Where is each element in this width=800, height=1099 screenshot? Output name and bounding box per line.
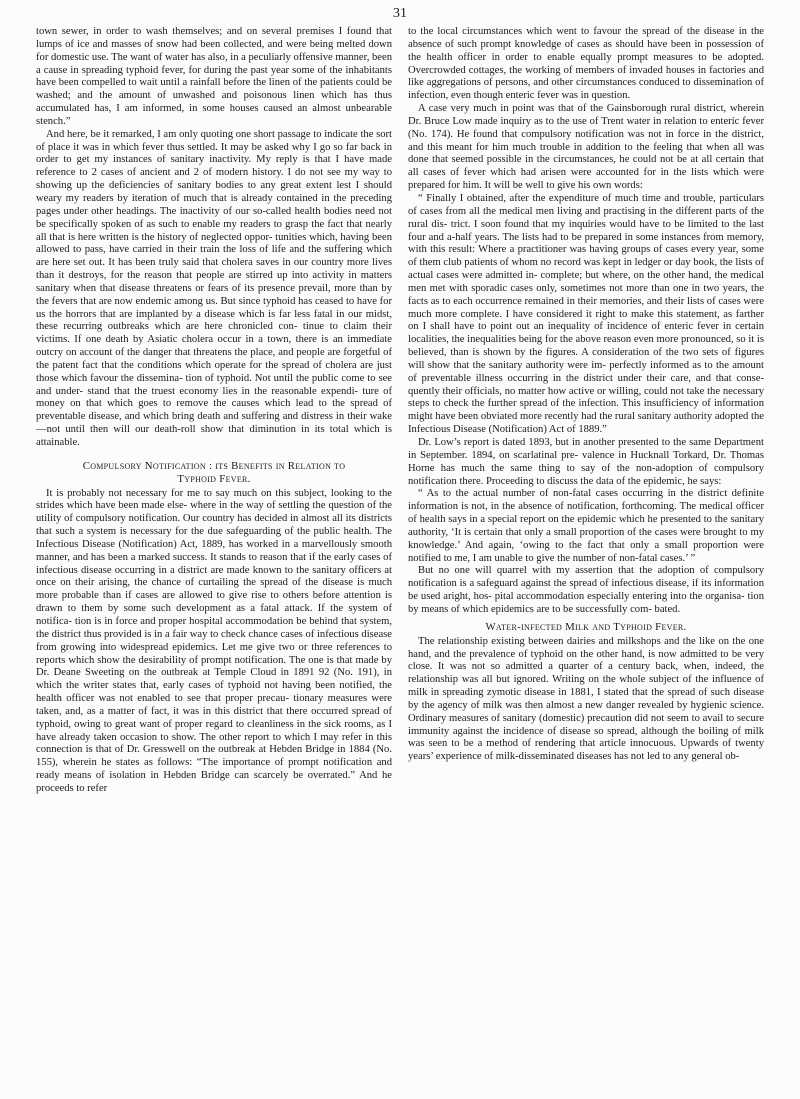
quote-paragraph: “ Finally I obtained, after the expenditure of much time and trouble, particulars of cases from all the medical men living and practising in the different parts of the rural dis- trict. I soon found that my inquiries would have to be limited to the last four and a-half years. The lists had to be prepared in some instances from memory, with this result: Where a practitioner was having groups of cases every year, some of them club patients of whom no record was kept in ledger or day book, the lists of actual cases were admitted in- complete; but where, on the other hand, the medical men met with sporadic cases only, sometimes not more than one in two years, the facts as to each occurrence remained in their memories, and their lists of cases were much more complete. I have considered it right to make this statement, as farther on I shall have to point out an inequality of incidence of enteric fever in certain localities, the inequalities being for the above reason even more pronounced, so it is believed, than is shown by the figures. A consideration of the two sets of figures will show that the sanitary authority were im- perfectly informed as to the amount of preventable illness occurring in the district under their care, and that conse- quently their officials, no matter how active or willing, could not take the necessary steps to check the further spread of the infection. This insufficiency of information might have been obviated more recently had the rural sanitary authority adopted the Infectious Disease (Notification) Act of 1889.” bbox=[408, 192, 764, 436]
right-column bbox=[408, 26, 764, 1088]
paragraph: Dr. Low’s report is dated 1893, but in another presented to the same Department in September. 1894, on scarlatinal pre- valence in Hucknall Torkard, Dr. Thomas Horne has much the same thing to say of the non-adoption of compulsory notification there. Proceeding to discuss the data of the epidemic, he says: bbox=[408, 437, 764, 487]
paragraph: town sewer, in order to wash themselves; and on several premises I found that lumps of ice and masses of snow had been collected, and were being melted down for domestic use. The want of water has also, in a peculiarly offensive manner, been a cause in spreading typhoid fever, for during the past year some of the inhabitants have been compelled to wait until a rainfall before the linen of the patients could be washed; and the amount of unwashed and poisonous linen which has thus accumulated has, I am informed, in some houses caused an almost unbearable stench.” bbox=[36, 26, 392, 127]
left-column bbox=[36, 26, 392, 1088]
paragraph: A case very much in point was that of the Gainsborough rural district, wherein Dr. Bruce Low made inquiry as to the use of Trent water in relation to enteric fever (No. 174). He found that compulsory notification was not in force in the district, and this meant for him much trouble in addition to the feeling that when all was done that seemed possible in the circumstances, he could not be at all certain that all cases of fever which had arisen were accounted for in the lists which were prepared for him. It will be well to give his own words: bbox=[408, 103, 764, 192]
paragraph: And here, be it remarked, I am only quoting one short passage to indicate the sort of place it was in which fever thus settled. It may be asked why I go so far back in order to get my instances of sanitary inactivity. My reply is that I have made reference to 2 cases of ancient and 2 of modern history. I do not see my way to showing up the deficiencies of sanitary bodies to any great extent lest I should weary my readers by iteration of much that is already contained in the preceding pages under other headings. The inactivity of our so-called health bodies need not be specifically spoken of as such to enable my readers to grasp the fact that nearly all that is here written is the history of neglected oppor- tunities which, having been allowed to pass, have carried in their train the loss of life and the suffering which are here set out. It has been truly said that cholera saves in our country more lives than it destroys, for the reason that people are stirred up into activity in matters sanitary when that disease threatens or fears of its presence prevail, more than by the fevers that are now endemic among us. But since typhoid has ceased to have for us the horrors that are implanted by a disease which is far less fatal in our midst, these recurring outbreaks which are here chronicled con- tinue to claim their victims. If one death by Asiatic cholera occur in a town, there is an immediate outcry on account of the danger that threatens the place, and people are forgetful of the patent fact that the conditions which operate for the spread of cholera are just those which favour the dissemina- tion of typhoid. Not until the public come to see and under- stand that the truest economy lies in the reasonable expendi- ture of money on that which goes to remove the causes which lead to the spread of preventable disease, and which bring death and suffering and distress in their wake—not until then will our death-roll show that diminution in its total which is attainable. bbox=[36, 128, 392, 448]
section-heading-line: Typhoid Fever. bbox=[177, 472, 251, 485]
paragraph: The relationship existing between dairies and milkshops and the like on the one hand, and the prevalence of typhoid on the other hand, is now admitted to be very close. It was not so admitted a quarter of a century back, when, indeed, the relationship was all but ignored. Writing on the whole subject of the influence of milk in spreading zymotic disease in 1881, I stated that the spread of such disease by the agency of milk was then almost a new danger revealed by hygienic science. Ordinary measures of sanitary (domestic) precaution did not seem to avail to secure immunity against the incidence of disease so spread, although the boiling of milk was seen to be a method of rendering that article innocuous. Upwards of twenty years’ experience of milk-disseminated diseases has not led to any general ob- bbox=[408, 635, 764, 763]
page-number: 31 bbox=[393, 6, 407, 21]
text-columns bbox=[36, 26, 764, 1088]
section-heading: Water-infected Milk and Typhoid Fever. bbox=[485, 620, 687, 633]
paragraph: It is probably not necessary for me to say much on this subject, looking to the strides which have been made else- where in the way of settling the question of the utility of compulsory notification. Our country has decided in almost all its districts that such a system is necessary for the due safeguarding of the public health. The Infectious Disease (Notification) Act, 1889, has worked in a marvellously smooth manner, and has been a marked success. It stands to reason that if the early cases of infectious disease occurring in a district are made known to the sanitary officers at once on their arising, the chance of curtailing the spread of the disease is much more probable than if cases are allowed to give rise to others before attention is drawn to them by some such development as a fatal attack. If the system of notifica- tion is in force and proper hospital accommodation be behind that system, the district thus provided is in a fair way to check chance cases of infectious disease from growing into widespread epidemics. Let me give two or three references to reports which show the desirability of prompt notification. The one is that made by Dr. Deane Sweeting on the outbreak at Temple Cloud in 1891 92 (No. 191), in which the writer states that, early cases of typhoid not having been notified, the health officer was not enabled to see that proper precau- tionary measures were taken, and, as a matter of fact, it was in this district that there occurred spread of typhoid, owing to great want of proper regard to cleanliness in the sick rooms, as I have already taken occasion to show. The other report to which I may refer in this connection is that of Dr. Gresswell on the outbreak at Hebden Bridge in 1884 (No. 155), wherein he states as follows: “The importance of prompt notification and ready means of isolation in Hebden Bridge can scarcely be overrated.” And he proceeds to refer bbox=[36, 487, 392, 794]
section-heading bbox=[36, 460, 392, 486]
section-heading-line: Compulsory Notification : its Benefits in Relation to bbox=[82, 459, 346, 472]
paragraph: to the local circumstances which went to favour the spread of the disease in the absence of such prompt knowledge of cases as should have been in possession of the health officer in order to enable equally prompt measures to be adopted. Overcrowded cottages, the working of members of invaded houses in factories and like aggregations of persons, and other circumstances conduced to dissemination of infection, even though enteric fever was in question. bbox=[408, 26, 764, 102]
paragraph: But no one will quarrel with my assertion that the adoption of compulsory notification is a safeguard against the spread of infectious disease, if its information be used aright, hos- pital accommodation especially entering into the organisa- tion by means of which epidemics are to be successfully com- bated. bbox=[408, 565, 764, 615]
quote-paragraph: “ As to the actual number of non-fatal cases occurring in the district definite information is not, in the absence of notification, forthcoming. The medical officer of health says in a special report on the epidemic which he presented to the sanitary authority, ‘It is certain that only a small proportion of the cases were brought to my knowledge.’ And again, ‘owing to the fact that only a small proportion were notified to me, I am unable to give the number of non-fatal cases.’ ” bbox=[408, 488, 764, 564]
